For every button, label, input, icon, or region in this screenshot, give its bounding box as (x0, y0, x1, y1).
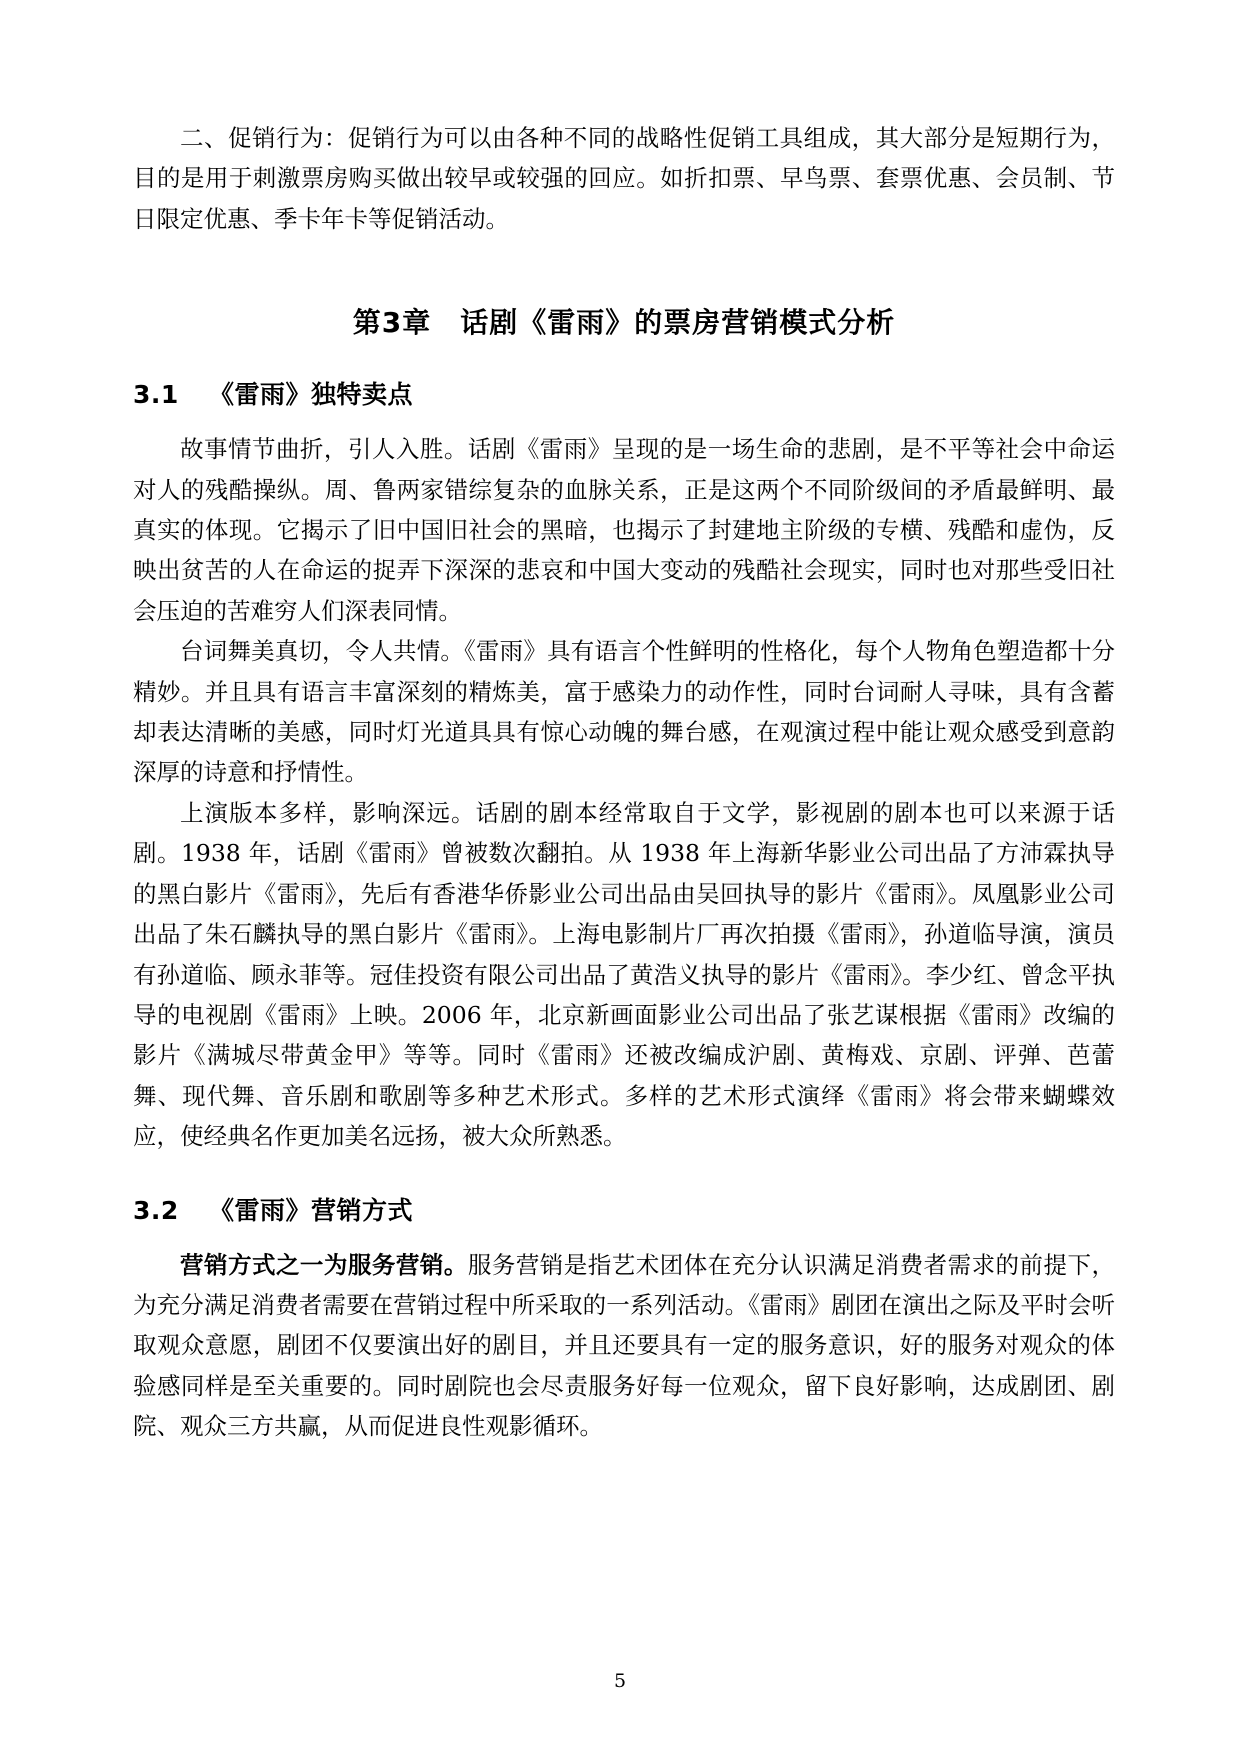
spacer (133, 1227, 1115, 1245)
chapter-title: 第3章 话剧《雷雨》的票房营销模式分析 (352, 306, 896, 340)
intro-paragraph: 二、促销行为：促销行为可以由各种不同的战略性促销工具组成，其大部分是短期行为，目的是用于刺激票房购买做出较早或较强的回应。如折扣票、早鸟票、套票优惠、会员制、节日限定优惠、季卡年卡等促销活动。 (133, 124, 1115, 233)
paragraph (133, 1245, 1115, 1447)
section-title-text: 《雷雨》独特卖点 (209, 380, 414, 410)
paragraph-rest: 服务营销是指艺术团体在充分认识满足消费者需求的前提下，为充分满足消费者需要在营销过程中所采取的一系列活动。《雷雨》剧团在演出之际及平时会听取观众意愿，剧团不仅要演出好的剧目，并且还要具有一定的服务意识，好的服务对观众的体验感同样是至关重要的。同时剧院也会尽责服务好每一位观众，留下良好影响，达成剧团、剧院、观众三方共赢，从而促进良性观影循环。 (133, 1250, 1116, 1441)
section-number: 3.2 (133, 1195, 179, 1225)
spacer (133, 1157, 1115, 1191)
paragraph-lead: 营销方式之一为服务营销。 (180, 1250, 468, 1279)
section-number: 3.1 (133, 380, 179, 410)
spacer (133, 341, 1115, 375)
section-heading-3-1 (133, 375, 1115, 411)
paragraph: 故事情节曲折，引人入胜。话剧《雷雨》呈现的是一场生命的悲剧，是不平等社会中命运对人的残酷操纵。周、鲁两家错综复杂的血脉关系，正是这两个不同阶级间的矛盾最鲜明、最真实的体现。它揭示了旧中国旧社会的黑暗，也揭示了封建地主阶级的专横、残酷和虚伪，反映出贫苦的人在命运的捉弄下深深的悲哀和中国大变动的残酷社会现实，同时也对那些受旧社会压迫的苦难穷人们深表同情。 (133, 435, 1115, 625)
section-title-text: 《雷雨》营销方式 (209, 1195, 414, 1225)
spacer (133, 411, 1115, 429)
page-number: 5 (613, 1670, 627, 1692)
paragraph: 台词舞美真切，令人共情。《雷雨》具有语言个性鲜明的性格化，每个人物角色塑造都十分精妙。并且具有语言丰富深刻的精炼美，富于感染力的动作性，同时台词耐人寻味，具有含蓄却表达清晰的美感，同时灯光道具具有惊心动魄的舞台感，在观演过程中能让观众感受到意韵深厚的诗意和抒情性。 (133, 637, 1115, 787)
paragraph: 上演版本多样，影响深远。话剧的剧本经常取自于文学，影视剧的剧本也可以来源于话剧。1938 年，话剧《雷雨》曾被数次翻拍。从 1938 年上海新华影业公司出品了方沛霖执导的黑白影片《雷雨》，先后有香港华侨影业公司出品由吴回执导的影片《雷雨》。凤凰影业公司出品了朱石麟执导的黑白影片《雷雨》。上海电影制片厂再次拍摄《雷雨》，孙道临导演，演员有孙道临、顾永菲等。冠佳投资有限公司出品了黄浩义执导的影片《雷雨》。李少红、曾念平执导的电视剧《雷雨》上映。2006 年，北京新画面影业公司出品了张艺谋根据《雷雨》改编的影片《满城尽带黄金甲》等等。同时《雷雨》还被改编成沪剧、黄梅戏、京剧、评弹、芭蕾舞、现代舞、音乐剧和歌剧等多种艺术形式。多样的艺术形式演绎《雷雨》将会带来蝴蝶效应，使经典名作更加美名远扬，被大众所熟悉。 (133, 798, 1115, 1151)
section-heading-3-2 (133, 1191, 1115, 1227)
spacer (133, 239, 1115, 301)
